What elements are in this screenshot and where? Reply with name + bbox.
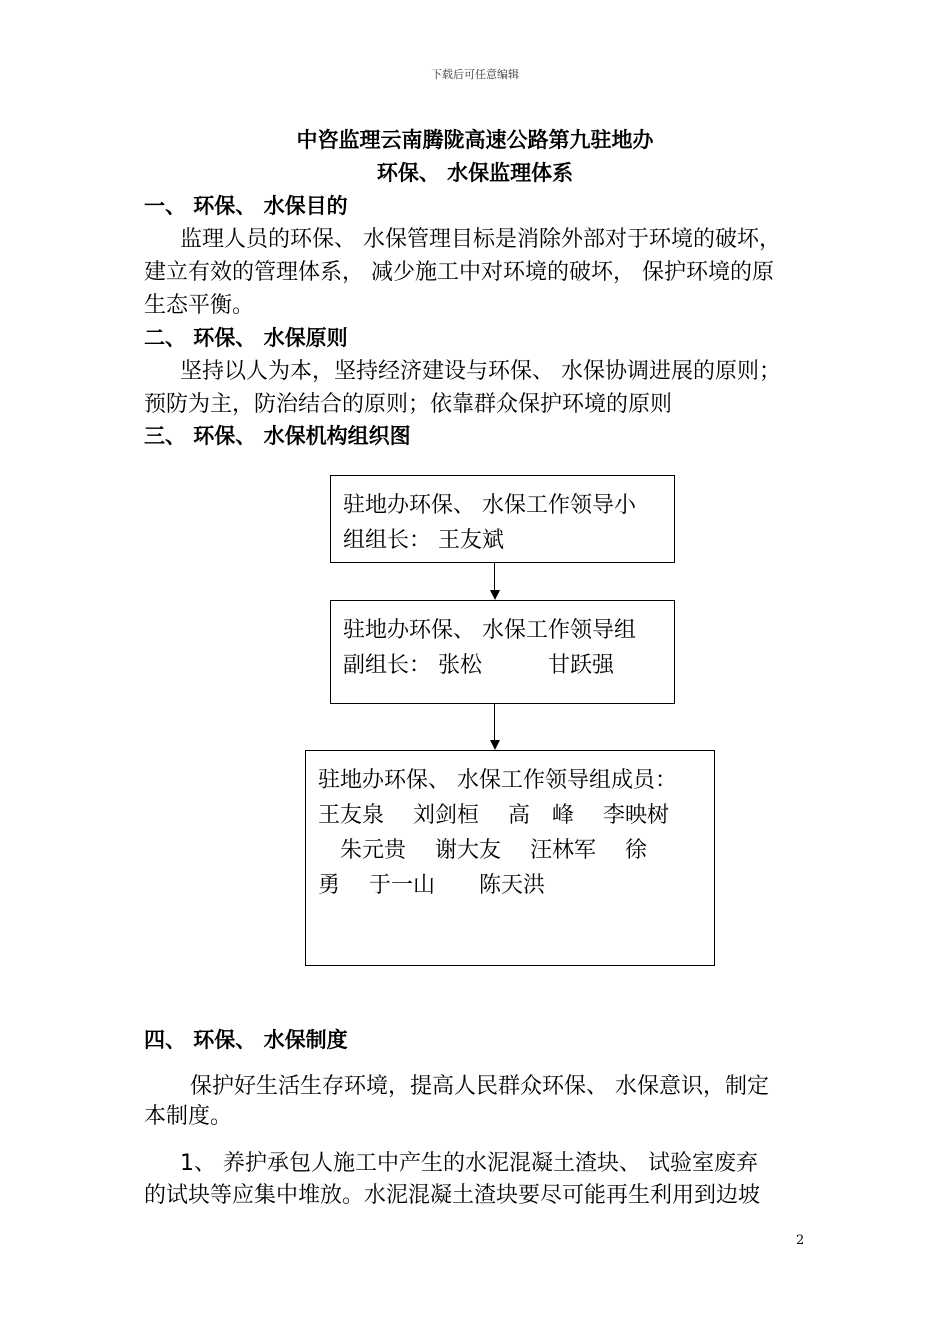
org-box-members-line-4: 勇 于一山 陈天洪 [318,873,545,898]
org-box-members [305,750,715,966]
header-note: 下载后可任意编辑 [431,68,519,81]
org-box-deputy-line-2: 副组长： 张松 甘跃强 [343,653,614,678]
section-2-heading: 二、 环保、 水保原则 [144,326,348,350]
section-1-line-3: 生态平衡。 [144,293,255,318]
org-box-members-line-1: 驻地办环保、 水保工作领导组成员： [318,768,677,793]
org-box-leader-line-1: 驻地办环保、 水保工作领导小 [343,493,636,518]
document-subtitle: 环保、 水保监理体系 [376,161,574,185]
section-1-line-1: 监理人员的环保、 水保管理目标是消除外部对于环境的破坏， [180,227,781,252]
section-4-heading: 四、 环保、 水保制度 [144,1028,348,1052]
org-connector-2 [494,704,495,741]
arrow-down-icon [490,740,500,750]
section-3-heading: 三、 环保、 水保机构组织图 [144,424,411,448]
org-box-members-line-3: 朱元贵 谢大友 汪林军 徐 [318,838,647,863]
org-box-members-line-2: 王友泉 刘剑桓 高 峰 李映树 [318,803,669,828]
org-box-deputy-line-1: 驻地办环保、 水保工作领导组 [343,618,636,643]
section-4-line-2: 本制度。 [144,1104,233,1129]
section-2-line-1: 坚持以人为本，坚持经济建设与环保、 水保协调进展的原则； [180,359,781,384]
arrow-down-icon [490,590,500,600]
page-number: 2 [796,1233,805,1248]
org-box-leader-line-2: 组组长： 王友斌 [343,528,504,553]
section-1-line-2: 建立有效的管理体系， 减少施工中对环境的破坏， 保护环境的原 [144,260,774,285]
section-4-line-1: 保护好生活生存环境，提高人民群众环保、 水保意识，制定 [190,1074,769,1099]
section-4-item-1-line-1: 1、 养护承包人施工中产生的水泥混凝土渣块、 试验室废弃 [180,1151,758,1176]
section-4-item-1-line-2: 的试块等应集中堆放。水泥混凝土渣块要尽可能再生利用到边坡 [144,1183,761,1208]
section-2-line-2: 预防为主，防治结合的原则；依靠群众保护环境的原则 [144,392,673,417]
org-box-deputy [330,600,675,704]
org-connector-1 [494,563,495,591]
section-1-heading: 一、 环保、 水保目的 [144,194,348,218]
document-title: 中咨监理云南腾陇高速公路第九驻地办 [296,128,654,152]
org-box-leader [330,475,675,563]
